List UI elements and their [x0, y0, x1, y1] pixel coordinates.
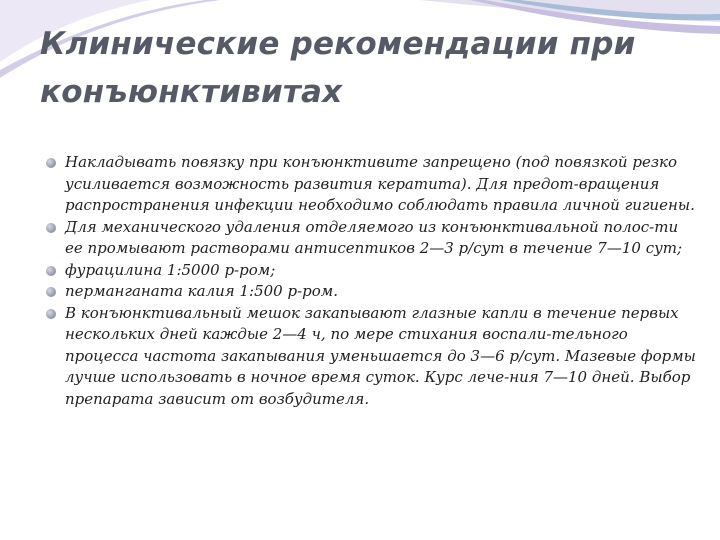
bullet-item: Накладывать повязку при конъюнктивите запрещено (под повязкой резко усиливается возможность развития кератита). Для предот-вращения распространения инфекции необходимо соблюдать правила личной гигиены.: [46, 152, 696, 217]
bullet-item: фурацилина 1:5000 р-ром;: [46, 260, 696, 282]
bullet-list: [46, 152, 696, 410]
bullet-item: В конъюнктивальный мешок закапывают глазные капли в течение первых нескольких дней каждые 2—4 ч, по мере стихания воспали-тельного процесса частота закапывания уменьшается до 3—6 р/сут. Мазевые формы лучше использовать в ночное время суток. Курс лече-ния 7—10 дней. Выбор препарата зависит от возбудителя.: [46, 303, 696, 411]
bullet-item: перманганата калия 1:500 р-ром.: [46, 281, 696, 303]
slide-title: Клинические рекомендации при конъюнктивитах: [40, 26, 636, 110]
bullet-item: Для механического удаления отделяемого из конъюнктивальной полос-ти ее промывают растворами антисептиков 2—3 р/сут в течение 7—10 сут;: [46, 217, 696, 260]
